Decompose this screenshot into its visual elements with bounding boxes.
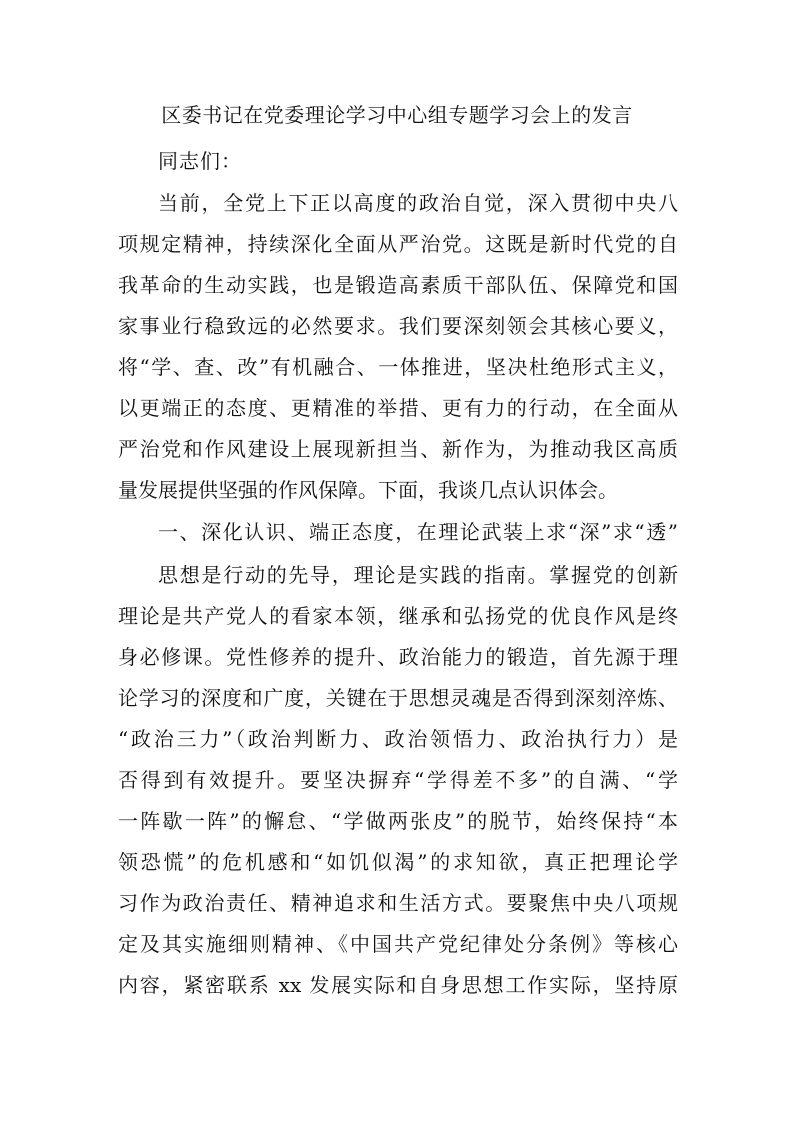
paragraph-line: 将“学、查、改”有机融合、一体推进，坚决杜绝形式主义， [118, 355, 678, 379]
paragraph-line: “政治三力”（政治判断力、政治领悟力、政治执行力）是 [118, 727, 678, 751]
paragraph-line: 否得到有效提升。要坚决摒弃“学得差不多”的自满、“学 [118, 768, 678, 792]
paragraph-line: 一阵歇一阵”的懈怠、“学做两张皮”的脱节，始终保持“本 [118, 809, 678, 833]
paragraph-line: 身必修课。党性修养的提升、政治能力的锻造，首先源于理 [118, 645, 678, 669]
paragraph-line: 理论是共产党人的看家本领，继承和弘扬党的优良作风是终 [118, 604, 678, 628]
paragraph-line: 量发展提供坚强的作风保障。下面，我谈几点认识体会。 [118, 478, 618, 502]
paragraph-line: 以更端正的态度、更精准的举措、更有力的行动，在全面从 [118, 396, 678, 420]
paragraph-line: 思想是行动的先导，理论是实践的指南。掌握党的创新 [158, 563, 678, 587]
section-heading: 一、深化认识、端正态度，在理论武装上求“深”求“透” [158, 520, 678, 544]
paragraph-line: 我革命的生动实践，也是锻造高素质干部队伍、保障党和国 [118, 273, 678, 297]
paragraph-line: 家事业行稳致远的必然要求。我们要深刻领会其核心要义， [118, 314, 678, 338]
paragraph-line: 内容，紧密联系 xx 发展实际和自身思想工作实际，坚持原 [118, 973, 678, 997]
paragraph-line: 习作为政治责任、精神追求和生活方式。要聚焦中央八项规 [118, 891, 678, 915]
paragraph-line: 项规定精神，持续深化全面从严治党。这既是新时代党的自 [118, 232, 678, 256]
paragraph-line: 论学习的深度和广度，关键在于思想灵魂是否得到深刻淬炼、 [118, 686, 678, 710]
paragraph-line: 定及其实施细则精神、《中国共产党纪律处分条例》等核心 [118, 932, 678, 956]
salutation: 同志们： [158, 149, 242, 173]
paragraph-line: 当前，全党上下正以高度的政治自觉，深入贯彻中央八 [158, 191, 678, 215]
document-title: 区委书记在党委理论学习中心组专题学习会上的发言 [161, 103, 633, 127]
paragraph-line: 严治党和作风建设上展现新担当、新作为，为推动我区高质 [118, 437, 678, 461]
paragraph-line: 领恐慌”的危机感和“如饥似渴”的求知欲，真正把理论学 [118, 850, 678, 874]
